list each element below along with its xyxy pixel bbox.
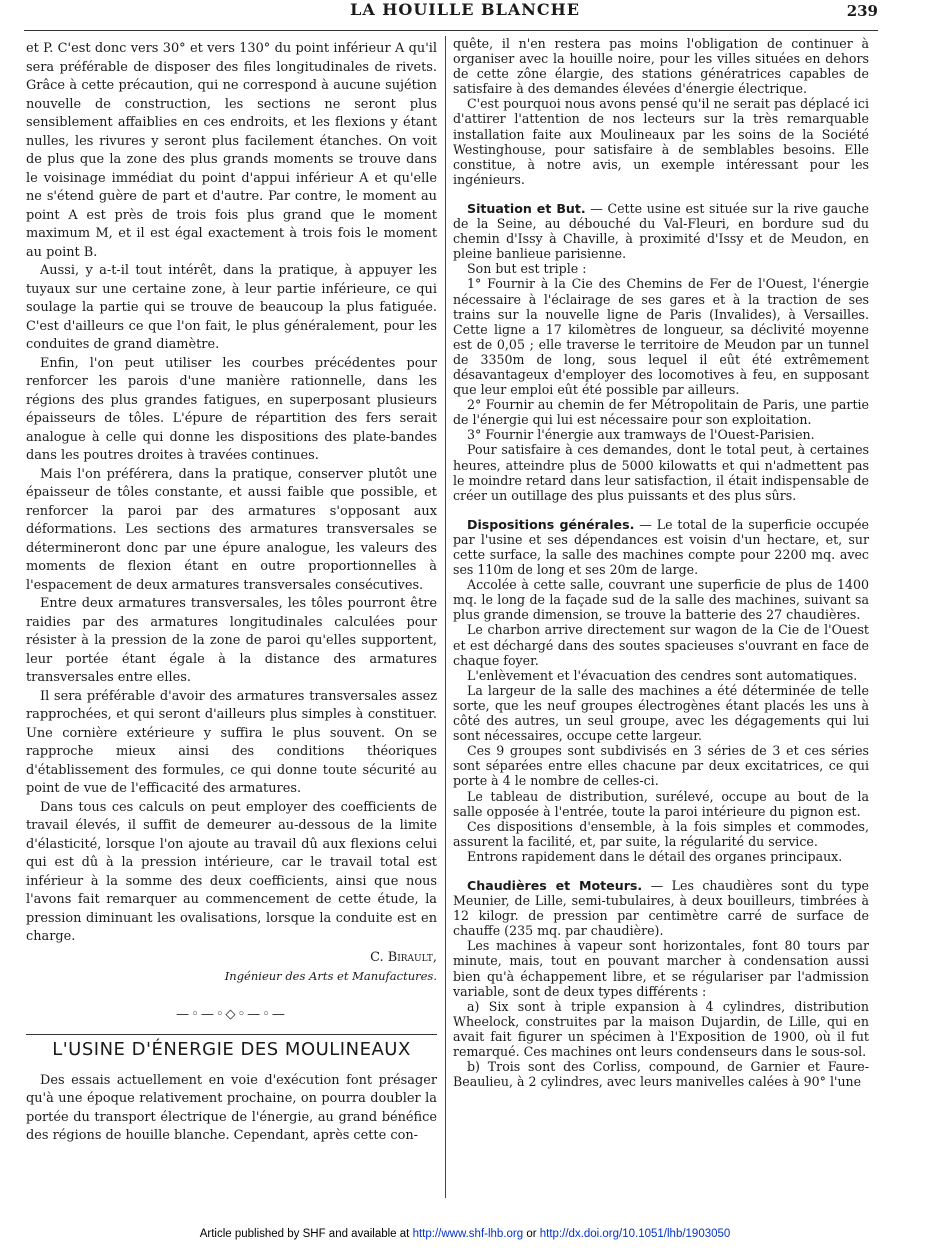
signature-role: Ingénieur des Arts et Manufactures. [224, 969, 437, 983]
section-dispositions [453, 517, 869, 577]
paragraph: Dans tous ces calculs on peut employer des coefficients de travail élevés, il suffit de demeurer au-dessous de la limite d'élasticité, lorsque l'on ajoute au travail dû aux flexions celui qui est dû à la pression intérieure, car le travail total est inférieur à la somme des deux coefficients, ainsi que nous l'avons fait remarquer au commencement de cette étude, la pression diminuant les ovalisations, lorsque la conduite est en charge. [26, 799, 437, 944]
paragraph: 2° Fournir au chemin de fer Métropolitain de Paris, une partie de l'énergie qui lui est nécessaire pour son exploitation. [453, 397, 869, 428]
section-heading: Dispositions générales. [467, 516, 635, 532]
article-title: L'USINE D'ÉNERGIE DES MOULINEAUX [26, 1034, 437, 1060]
paragraph: 1° Fournir à la Cie des Chemins de Fer de l'Ouest, l'énergie nécessaire à l'éclairage de ses gares et à la traction de ses trains sur la nouvelle ligne de Paris (Invalides), à Versailles. Cette ligne a 17 kilomètres de longueur, sa déclivité moyenne est de 0,05 ; elle traverse le territoire de Meudon par un tunnel de 3350m de long, sous lequel il eût été extrêmement désavantageux d'employer des locomotives à feu, en supposant que leur emploi eût été possible par ailleurs. [453, 276, 869, 398]
journal-title: LA HOUILLE BLANCHE [350, 0, 580, 19]
paragraph: Aussi, y a-t-il tout intérêt, dans la pratique, à appuyer les tuyaux sur une certaine zone, à leur partie inférieure, ce qui soulage la partie qui se trouve de beaucoup la plus fatiguée. C'est d'ailleurs ce que l'on fait, le plus généralement, pour les conduites de grand diamètre. [26, 263, 437, 352]
ornament-divider: —◦—◦◇◦—◦— [176, 1006, 287, 1022]
section-text: — Le total de la superficie occupée par l'usine et ses dépendances est voisin d'un hectare, et, sur cette surface, la salle des machines compte pour 2200 mq. avec ses 110m de long et ses 20m de large. [453, 516, 869, 578]
left-column [26, 40, 437, 1146]
paragraph: Accolée à cette salle, couvrant une superficie de plus de 1400 mq. le long de la façade sud de la salle des machines, suivant sa plus grande dimension, se trouve la batterie des 27 chaudières. [453, 577, 869, 623]
page-footer [0, 1228, 930, 1240]
section-situation [453, 201, 869, 261]
paragraph: Il sera préférable d'avoir des armatures transversales assez rapprochées, et qui seront d'ailleurs plus simples à constituer. Une cornière extérieure y suffira le plus souvent. On se rapproche mieux ainsi des conditions théoriques d'établissement des formules, ce qui donne toute sécurité au point de vue de l'efficacité des armatures. [26, 688, 437, 796]
paragraph: La largeur de la salle des machines a été déterminée de telle sorte, que les neuf groupes électrogènes étant placés les uns à côté des autres, un seul groupe, avec les dégagements qui lui sont nécessaires, occupe cette largeur. [453, 682, 869, 744]
paragraph: Le tableau de distribution, surélevé, occupe au bout de la salle opposée à l'entrée, toute la paroi intérieure du pignon est. [453, 788, 869, 819]
paragraph: quête, il n'en restera pas moins l'obligation de continuer à organiser avec la houille noire, pour les villes situées en dehors de cette zône élargie, des stations génératrices capables de satisfaire à des demandes élevées d'énergie électrique. [453, 36, 869, 97]
paragraph: b) Trois sont des Corliss, compound, de Garnier et Faure-Beaulieu, à 2 cylindres, avec leurs manivelles calées à 90° l'une [453, 1059, 869, 1090]
page-header [0, 0, 930, 30]
paragraph: C'est pourquoi nous avons pensé qu'il ne serait pas déplacé ici d'attirer l'attention de nos lecteurs sur la très remarquable installation faite aux Moulineaux par les soins de la Société Westinghouse, pour satisfaire à de semblables besoins. Elle constitue, à notre avis, un exemple intéressant pour les ingénieurs. [453, 96, 869, 187]
section-heading: Chaudières et Moteurs. [467, 877, 643, 893]
paragraph: Ces 9 groupes sont subdivisés en 3 séries de 3 et ces séries sont séparées entre elles chacune par deux excitatrices, ce qui porte à 4 le nombre de celles-ci. [453, 743, 869, 789]
header-rule [24, 30, 878, 31]
footer-text: or [523, 1228, 540, 1240]
paragraph: Entre deux armatures transversales, les tôles pourront être raidies par des armatures longitudinales calculées pour résister à la pression de la zone de paroi qu'elles supportent, leur portée étant égale à la distance des armatures transversales entre elles. [26, 596, 437, 685]
paragraph: Son but est triple : [467, 261, 587, 277]
section-chaudieres [453, 878, 869, 938]
section-text: — Cette usine est située sur la rive gauche de la Seine, au débouché du Val-Fleuri, en bordure sud du chemin d'Issy à Chaville, à proximité d'Issy et de Meudon, en pleine banlieue parisienne. [453, 200, 869, 262]
paragraph: Enfin, l'on peut utiliser les courbes précédentes pour renforcer les parois d'une manière rationnelle, dans les régions des plus grandes fatigues, en superposant plusieurs épaisseurs de tôles. L'épure de répartition des fers serait analogue à celle qui donne les dispositions des plate-bandes dans les poutres droites à travées continues. [26, 355, 437, 463]
paragraph: L'enlèvement et l'évacuation des cendres sont automatiques. [467, 667, 858, 683]
paragraph: Mais l'on préférera, dans la pratique, conserver plutôt une épaisseur de tôles constante, et aussi faible que possible, et renforcer la paroi par des armatures s'opposant aux déformations. Les sections des armatures transversales se détermineront donc par une épure analogue, les valeurs des moments de flexion étant en outre proportionnelles à l'espacement de deux armatures transversales consécutives. [26, 466, 437, 593]
right-column [453, 36, 869, 1089]
paragraph: Les machines à vapeur sont horizontales, font 80 tours par minute, mais, tout en pouvant marcher à condensation aussi bien qu'à échappement libre, et se régulariser par l'admission variable, sont de deux types différents : [453, 938, 869, 999]
paragraph: Des essais actuellement en voie d'exécution font présager qu'à une époque relativement prochaine, on pourra doubler la portée du transport électrique de l'énergie, au grand bénéfice des régions de houille blanche. Cependant, après cette con- [26, 1072, 437, 1143]
paragraph: Entrons rapidement dans le détail des organes principaux. [467, 848, 843, 864]
footer-link-doi[interactable]: http://dx.doi.org/10.1051/lhb/1903050 [539, 1228, 731, 1240]
page-number: 239 [846, 2, 878, 20]
paragraph: Le charbon arrive directement sur wagon de la Cie de l'Ouest et est déchargé dans des soutes spacieuses s'ouvrant en face de chaque foyer. [453, 622, 869, 668]
footer-link-shf[interactable]: http://www.shf-lhb.org [412, 1228, 524, 1240]
signature-name: C. Birault, [370, 949, 437, 965]
footer-text: Article published by SHF and available at [199, 1228, 413, 1240]
paragraph: a) Six sont à triple expansion à 4 cylindres, distribution Wheelock, construites par la maison Dujardin, de Lille, qui en avait fait figurer un spécimen à l'Exposition de 1900, où il fut remarqué. Ces machines ont leurs condenseurs dans le sous-sol. [453, 998, 869, 1059]
column-divider [445, 36, 446, 1198]
paragraph: Ces dispositions d'ensemble, à la fois simples et commodes, assurent la facilité, et, par suite, la régularité du service. [453, 818, 869, 849]
section-heading: Situation et But. [467, 200, 586, 216]
paragraph: Pour satisfaire à ces demandes, dont le total peut, à certaines heures, atteindre plus de 5000 kilowatts et qui n'admettent pas le moindre retard dans leur satisfaction, il était indispensable de créer un outillage des plus puissants et des plus sûrs. [453, 442, 869, 503]
paragraph: et P. C'est donc vers 30° et vers 130° du point inférieur A qu'il sera préférable de disposer des files longitudinales de rivets. Grâce à cette précaution, qui ne correspond à aucune sujétion nouvelle de construction, les sections ne seront plus sensiblement affaiblies en ces endroits, et les flexions y étant nulles, les rivures y seront plus facilement étanches. On voit de plus que la zone des plus grands moments se trouve dans le voisinage immédiat du point d'appui inférieur A et qu'elle ne s'étend guère de part et d'autre. Par contre, le moment au point A est près de trois fois plus grand que le moment maximum M, et il est égal exactement à trois fois le moment au point B. [26, 41, 437, 260]
paragraph: 3° Fournir l'énergie aux tramways de l'Ouest-Parisien. [467, 427, 815, 443]
signature [26, 949, 437, 986]
section-text: — Les chaudières sont du type Meunier, de Lille, semi-tubulaires, à deux bouilleurs, timbrées à 12 kilogr. de pression par centimètre carré de surface de chauffe (235 mq. par chaudière). [453, 877, 869, 939]
